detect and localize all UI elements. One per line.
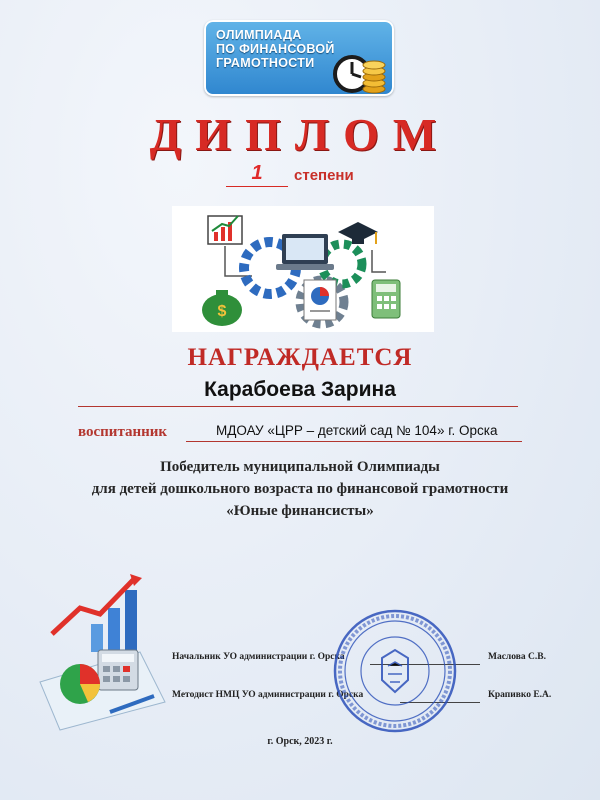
- description-line-3: «Юные финансисты»: [226, 503, 374, 519]
- finance-illustration: [172, 206, 434, 332]
- pupil-institution: МДОАУ «ЦРР – детский сад № 104» г. Орска: [216, 423, 498, 438]
- logo-line-3: ГРАМОТНОСТИ: [216, 56, 315, 70]
- pupil-underline: [186, 441, 522, 442]
- pie-chart-icon: [60, 664, 100, 704]
- official-stamp: [330, 606, 460, 736]
- pie-chart-doc-icon: [304, 280, 336, 320]
- signature-name-2: Крапивко Е.А.: [488, 690, 552, 700]
- logo-line-1: ОЛИМПИАДА: [216, 28, 302, 42]
- corner-illustration: [30, 572, 170, 732]
- pupil-label: воспитанник: [78, 424, 168, 440]
- description-line-2: для детей дошкольного возраста по финансовой грамотности: [91, 481, 509, 497]
- signature-name-1: Маслова С.В.: [488, 652, 546, 662]
- diploma-title: ДИПЛОМ: [149, 109, 451, 160]
- calculator-icon: [98, 650, 138, 690]
- degree-row: [222, 162, 422, 192]
- logo-line-2: ПО ФИНАНСОВОЙ: [216, 42, 335, 56]
- degree-word: степени: [294, 167, 354, 184]
- graduation-cap-icon: [338, 222, 378, 244]
- svg-text:$: $: [217, 303, 227, 320]
- award-description: [0, 456, 600, 522]
- awarded-label: НАГРАЖДАЕТСЯ: [187, 344, 413, 371]
- bar-chart-icon: [208, 216, 242, 244]
- signature-role-1: Начальник УО администрации г. Орска: [172, 652, 345, 662]
- place-and-year: г. Орск, 2023 г.: [267, 736, 333, 747]
- laptop-icon: [276, 234, 334, 270]
- description-line-1: Победитель муниципальной Олимпиады: [160, 459, 440, 475]
- olympiad-logo: [204, 20, 394, 96]
- signature-role-2: Методист НМЦ УО администрации г. Орска: [172, 690, 364, 700]
- calculator-icon: [372, 280, 400, 318]
- degree-underline: [226, 186, 288, 187]
- recipient-name: Карабоева Зарина: [204, 378, 396, 401]
- money-bag-icon: [202, 290, 242, 326]
- recipient-underline: [78, 406, 518, 407]
- coins-icon: [360, 60, 388, 94]
- degree-number: 1: [251, 162, 263, 184]
